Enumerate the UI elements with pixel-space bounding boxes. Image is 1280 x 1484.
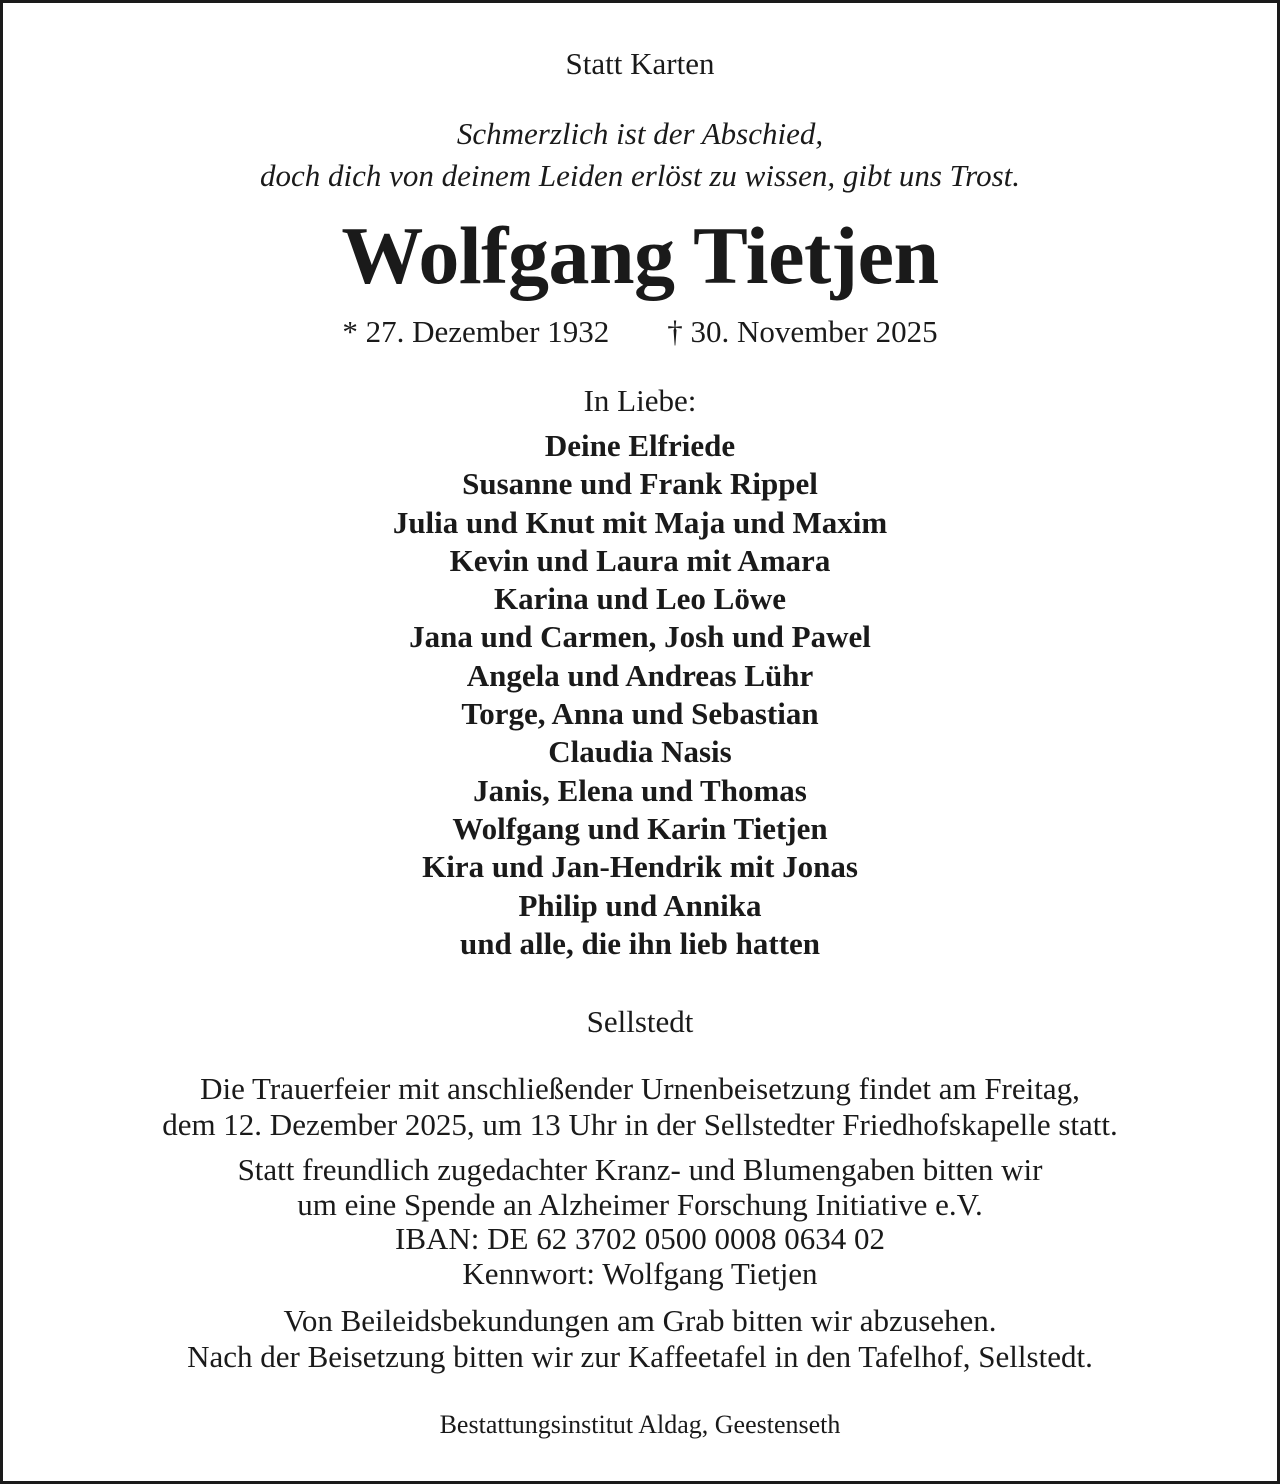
donation-info xyxy=(3,1153,1277,1291)
list-item: Julia und Knut mit Maja und Maxim xyxy=(392,504,888,540)
header-statt-karten: Statt Karten xyxy=(565,46,715,81)
closing-line-1: Von Beileidsbekundungen am Grab bitten wir abzusehen. xyxy=(283,1303,997,1338)
list-item: und alle, die ihn lieb hatten xyxy=(459,925,821,961)
closing-line-2: Nach der Beisetzung bitten wir zur Kaffeetafel in den Tafelhof, Sellstedt. xyxy=(187,1339,1093,1374)
funeral-service-info xyxy=(3,1071,1277,1143)
list-item: Torge, Anna und Sebastian xyxy=(461,696,819,732)
service-line-1: Die Trauerfeier mit anschließender Urnenbeisetzung findet am Freitag, xyxy=(200,1071,1080,1106)
memorial-quote xyxy=(3,113,1277,197)
funeral-home: Bestattungsinstitut Aldag, Geestenseth xyxy=(439,1410,841,1439)
list-item: Janis, Elena und Thomas xyxy=(473,772,807,808)
list-item: Kevin und Laura mit Amara xyxy=(449,542,831,578)
life-dates xyxy=(3,312,1277,352)
list-item: Angela und Andreas Lühr xyxy=(466,657,814,693)
list-item: Kira und Jan-Hendrik mit Jonas xyxy=(422,849,858,885)
list-item: Susanne und Frank Rippel xyxy=(462,466,818,502)
service-line-2: dem 12. Dezember 2025, um 13 Uhr in der Sellstedter Friedhofskapelle statt. xyxy=(162,1107,1118,1142)
list-item: Deine Elfriede xyxy=(544,428,736,463)
donation-keyword: Kennwort: Wolfgang Tietjen xyxy=(462,1255,818,1291)
donation-iban: IBAN: DE 62 3702 0500 0008 0634 02 xyxy=(395,1221,885,1256)
death-date: † 30. November 2025 xyxy=(667,314,938,349)
closing-notes xyxy=(3,1303,1277,1375)
mourners-list xyxy=(3,427,1277,963)
list-item: Philip und Annika xyxy=(518,887,762,923)
mourners-intro: In Liebe: xyxy=(583,383,697,418)
list-item: Jana und Carmen, Josh und Pawel xyxy=(409,619,871,655)
list-item: Wolfgang und Karin Tietjen xyxy=(452,810,828,846)
birth-date: * 27. Dezember 1932 xyxy=(342,314,610,349)
quote-line-2: doch dich von deinem Leiden erlöst zu wissen, gibt uns Trost. xyxy=(259,158,1021,193)
deceased-name: Wolfgang Tietjen xyxy=(341,210,939,301)
donation-line-2: um eine Spende an Alzheimer Forschung Initiative e.V. xyxy=(297,1186,983,1222)
quote-line-1: Schmerzlich ist der Abschied, xyxy=(456,116,824,151)
donation-line-1: Statt freundlich zugedachter Kranz- und Blumengaben bitten wir xyxy=(237,1152,1043,1187)
list-item: Claudia Nasis xyxy=(548,734,732,770)
residence-place: Sellstedt xyxy=(586,1004,694,1039)
list-item: Karina und Leo Löwe xyxy=(494,581,786,617)
